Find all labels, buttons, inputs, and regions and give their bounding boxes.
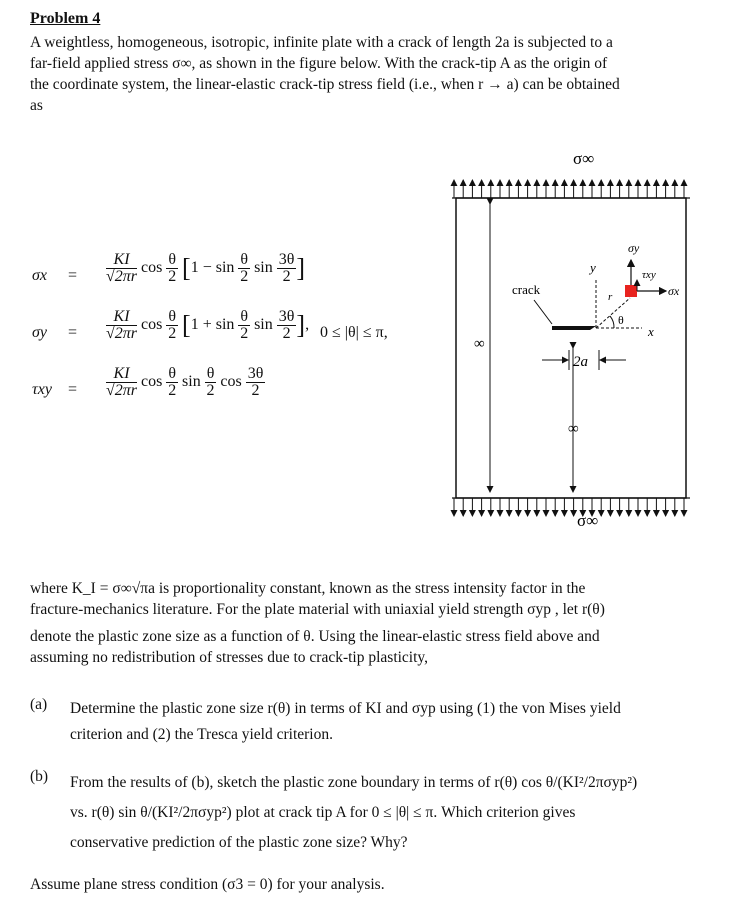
plane-stress-assumption: Assume plane stress condition (σ3 = 0) for your analysis. (30, 876, 385, 893)
part-b-line-1: From the results of (b), sketch the plastic zone boundary in terms of r(θ) cos θ/(KI²/2πσyp²) (70, 774, 638, 791)
part-a-label: (a) (30, 696, 48, 713)
eq-sigma-y-lhs: σy (32, 324, 47, 341)
intro-line-2: far-field applied stress σ∞, as shown in the figure below. With the crack-tip A as the origin of (30, 55, 608, 72)
x-axis-label: x (648, 324, 654, 339)
eq-tau-xy-lhs: τxy (32, 381, 52, 398)
tau-xy-label: τxy (642, 269, 656, 281)
crack-label: crack (512, 282, 541, 297)
eq-sigma-x-rhs: $\frac{KI}{√2\pi r}$ cos $\frac{\theta}{2}$ [1 − sin $\frac{\theta}{2}$ sin $\frac{3\theta}{2}$ ] (106, 251, 306, 285)
infinity-left: ∞ (474, 336, 485, 352)
eq-tau-xy-rhs: $\frac{KI}{√2\pi r}$ cos $\frac{\theta}{2}$ sin $\frac{\theta}{2}$ cos $\frac{3\theta}{2}$ (106, 365, 264, 399)
crack-pointer (534, 300, 552, 324)
where-line-4: assuming no redistribution of stresses due to crack-tip plasticity, (30, 649, 429, 666)
cracked-plate-figure (430, 140, 730, 532)
part-a-text (70, 696, 735, 748)
where-line-1: where K_I = σ∞√πa is proportionality constant, known as the stress intensity factor in the (30, 580, 586, 597)
bottom-arrow-group (454, 498, 684, 516)
infinity-bottom: ∞ (568, 421, 579, 437)
eq-sigma-x-lhs: σx (32, 267, 47, 284)
sigma-infinity-bottom: σ∞ (577, 511, 599, 530)
theta-arc (610, 316, 614, 328)
intro-paragraph (30, 32, 735, 116)
intro-line-3: the coordinate system, the linear-elastic crack-tip stress field (i.e., when r → a) can be obtained (30, 76, 620, 93)
eq-sigma-y-equals: = (68, 324, 78, 341)
where-line-3: denote the plastic zone size as a function of θ. Using the linear-elastic stress field above and (30, 628, 600, 645)
part-b-label: (b) (30, 768, 49, 785)
eq-tau-xy-equals: = (68, 381, 78, 398)
sigma-y-label: σy (628, 241, 640, 255)
part-b-line-3: conservative prediction of the plastic zone size? Why? (70, 834, 408, 851)
eq-sigma-x-equals: = (68, 267, 78, 284)
sigma-x-label: σx (668, 284, 680, 298)
radius-line (596, 298, 630, 328)
problem-title: Problem 4 (30, 10, 101, 27)
y-axis-label: y (590, 260, 596, 275)
sigma-infinity-top: σ∞ (573, 149, 595, 168)
two-a-label: 2a (573, 354, 588, 370)
theta-label: θ (618, 313, 624, 327)
stress-field-equations (32, 252, 412, 422)
intro-line-1: A weightless, homogeneous, isotropic, infinite plate with a crack of length 2a is subjected to a (30, 34, 613, 51)
part-b-text (70, 768, 735, 858)
where-line-2: fracture-mechanics literature. For the plate material with uniaxial yield strength σyp , let r(θ) (30, 601, 605, 618)
eq-theta-range: 0 ≤ |θ| ≤ π, (320, 324, 388, 341)
part-b-line-2: vs. r(θ) sin θ/(KI²/2πσyp²) plot at crack tip A for 0 ≤ |θ| ≤ π. Which criterion gives (70, 804, 576, 821)
part-a-line-2: criterion and (2) the Tresca yield criterion. (70, 726, 333, 743)
intro-line-4: as (30, 97, 43, 114)
eq-sigma-y-rhs: $\frac{KI}{√2\pi r}$ cos $\frac{\theta}{2}$ [1 + sin $\frac{\theta}{2}$ sin $\frac{3\theta}{2}$ ], (106, 308, 310, 342)
stress-intensity-paragraph (30, 578, 735, 668)
radius-label: r (608, 291, 613, 303)
stress-element (625, 285, 637, 297)
crack-slit (552, 326, 596, 330)
part-a-line-1: Determine the plastic zone size r(θ) in terms of KI and σyp using (1) the von Mises yield (70, 700, 621, 717)
top-arrow-group (454, 180, 684, 198)
